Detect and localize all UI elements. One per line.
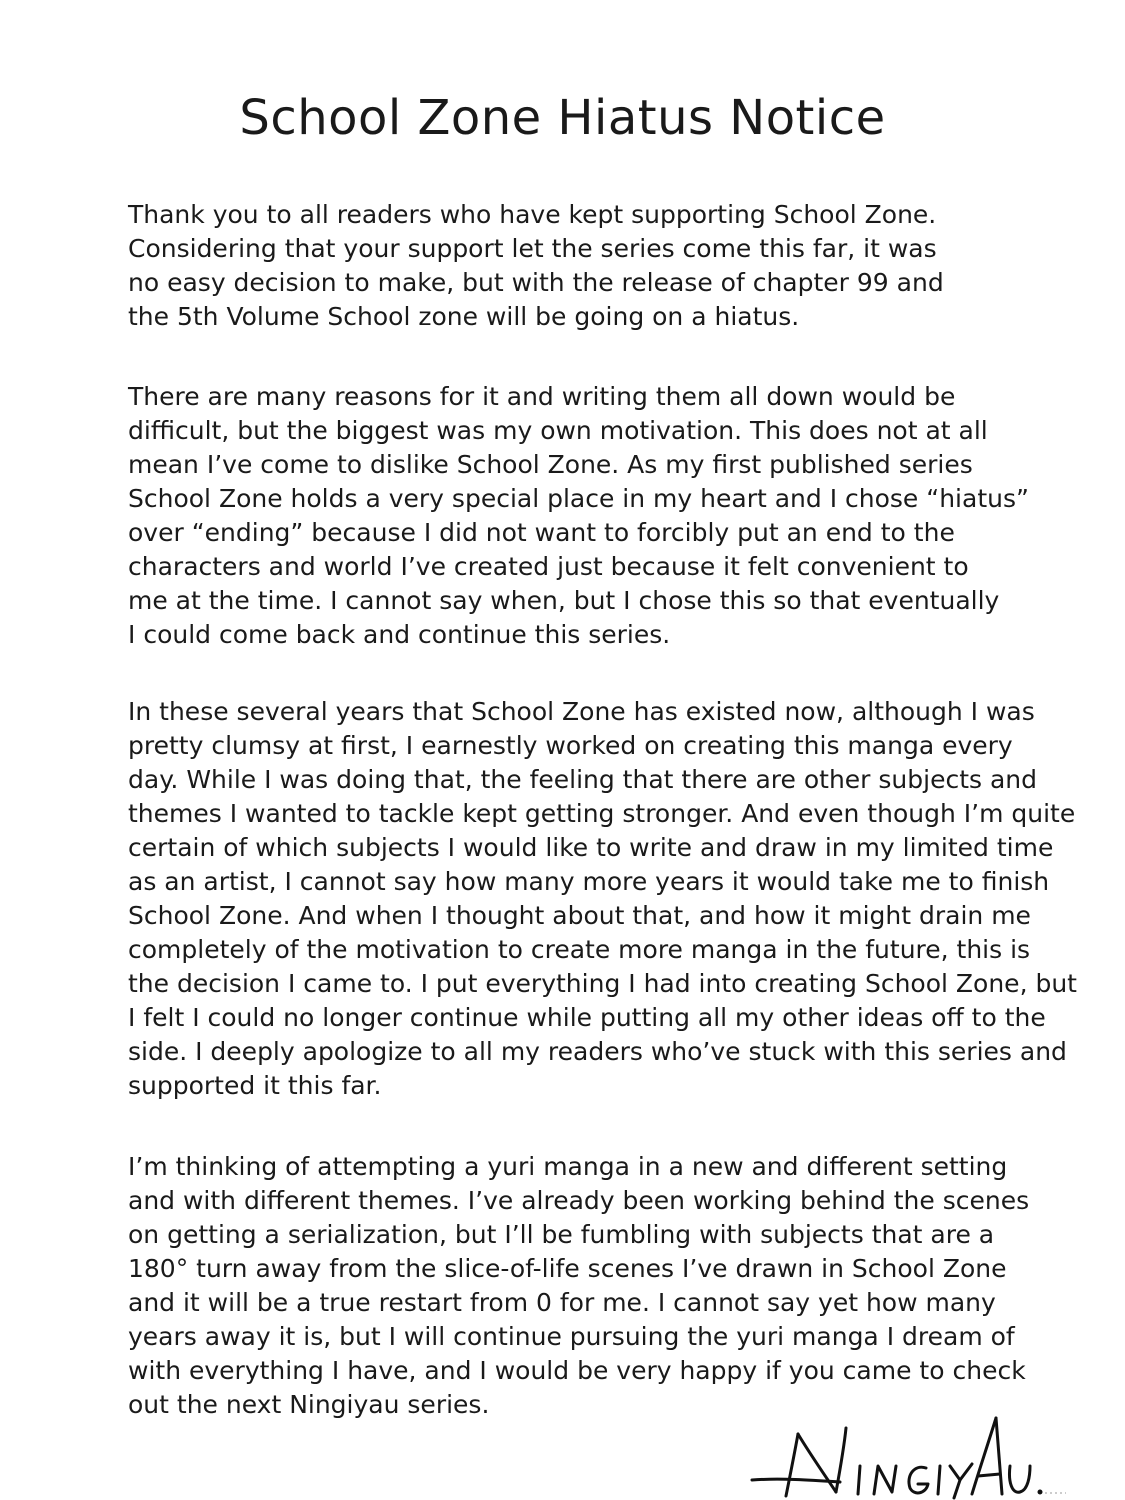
text-line: There are many reasons for it and writing them all down would be [128,382,956,411]
text-line: School Zone holds a very special place in my heart and I chose “hiatus” [128,484,1029,513]
text-line: years away it is, but I will continue pursuing the yuri manga I dream of [128,1322,1015,1351]
text-line: 180° turn away from the slice-of-life scenes I’ve drawn in School Zone [128,1254,1007,1283]
text-line: side. I deeply apologize to all my readers who’ve stuck with this series and [128,1037,1067,1066]
signature [740,1410,1070,1500]
paragraph-history [128,695,1077,1103]
paragraph-reasons [128,380,1028,652]
text-line: characters and world I’ve created just because it felt convenient to [128,552,969,581]
text-line: out the next Ningiyau series. [128,1390,490,1419]
text-line: on getting a serialization, but I’ll be fumbling with subjects that are a [128,1220,995,1249]
text-line: supported it this far. [128,1071,382,1100]
text-line: no easy decision to make, but with the release of chapter 99 and [128,268,944,297]
text-line: School Zone. And when I thought about that, and how it might drain me [128,901,1031,930]
text-line: me at the time. I cannot say when, but I chose this so that eventually [128,586,1000,615]
paragraph-thanks [128,198,1028,334]
text-line: day. While I was doing that, the feeling that there are other subjects and [128,765,1038,794]
text-line: pretty clumsy at first, I earnestly worked on creating this manga every [128,731,1013,760]
text-line: the decision I came to. I put everything I had into creating School Zone, but [128,969,1077,998]
text-line: as an artist, I cannot say how many more years it would take me to finish [128,867,1050,896]
paragraph-future [128,1150,1028,1422]
page-title: School Zone Hiatus Notice [239,90,886,146]
text-line: the 5th Volume School zone will be going on a hiatus. [128,302,800,331]
text-line: themes I wanted to tackle kept getting stronger. And even though I’m quite [128,799,1076,828]
text-line: over “ending” because I did not want to forcibly put an end to the [128,518,955,547]
text-line: I could come back and continue this series. [128,620,671,649]
text-line: Considering that your support let the series come this far, it was [128,234,937,263]
text-line: In these several years that School Zone has existed now, although I was [128,697,1035,726]
text-line: I felt I could no longer continue while putting all my other ideas off to the [128,1003,1046,1032]
text-line: Thank you to all readers who have kept supporting School Zone. [128,200,937,229]
text-line: and with different themes. I’ve already been working behind the scenes [128,1186,1030,1215]
text-line: I’m thinking of attempting a yuri manga in a new and different setting [128,1152,1008,1181]
text-line: and it will be a true restart from 0 for me. I cannot say yet how many [128,1288,996,1317]
text-line: certain of which subjects I would like to write and draw in my limited time [128,833,1054,862]
text-line: completely of the motivation to create more manga in the future, this is [128,935,1031,964]
text-line: mean I’ve come to dislike School Zone. As my first published series [128,450,973,479]
text-line: with everything I have, and I would be very happy if you came to check [128,1356,1026,1385]
text-line: difficult, but the biggest was my own motivation. This does not at all [128,416,988,445]
